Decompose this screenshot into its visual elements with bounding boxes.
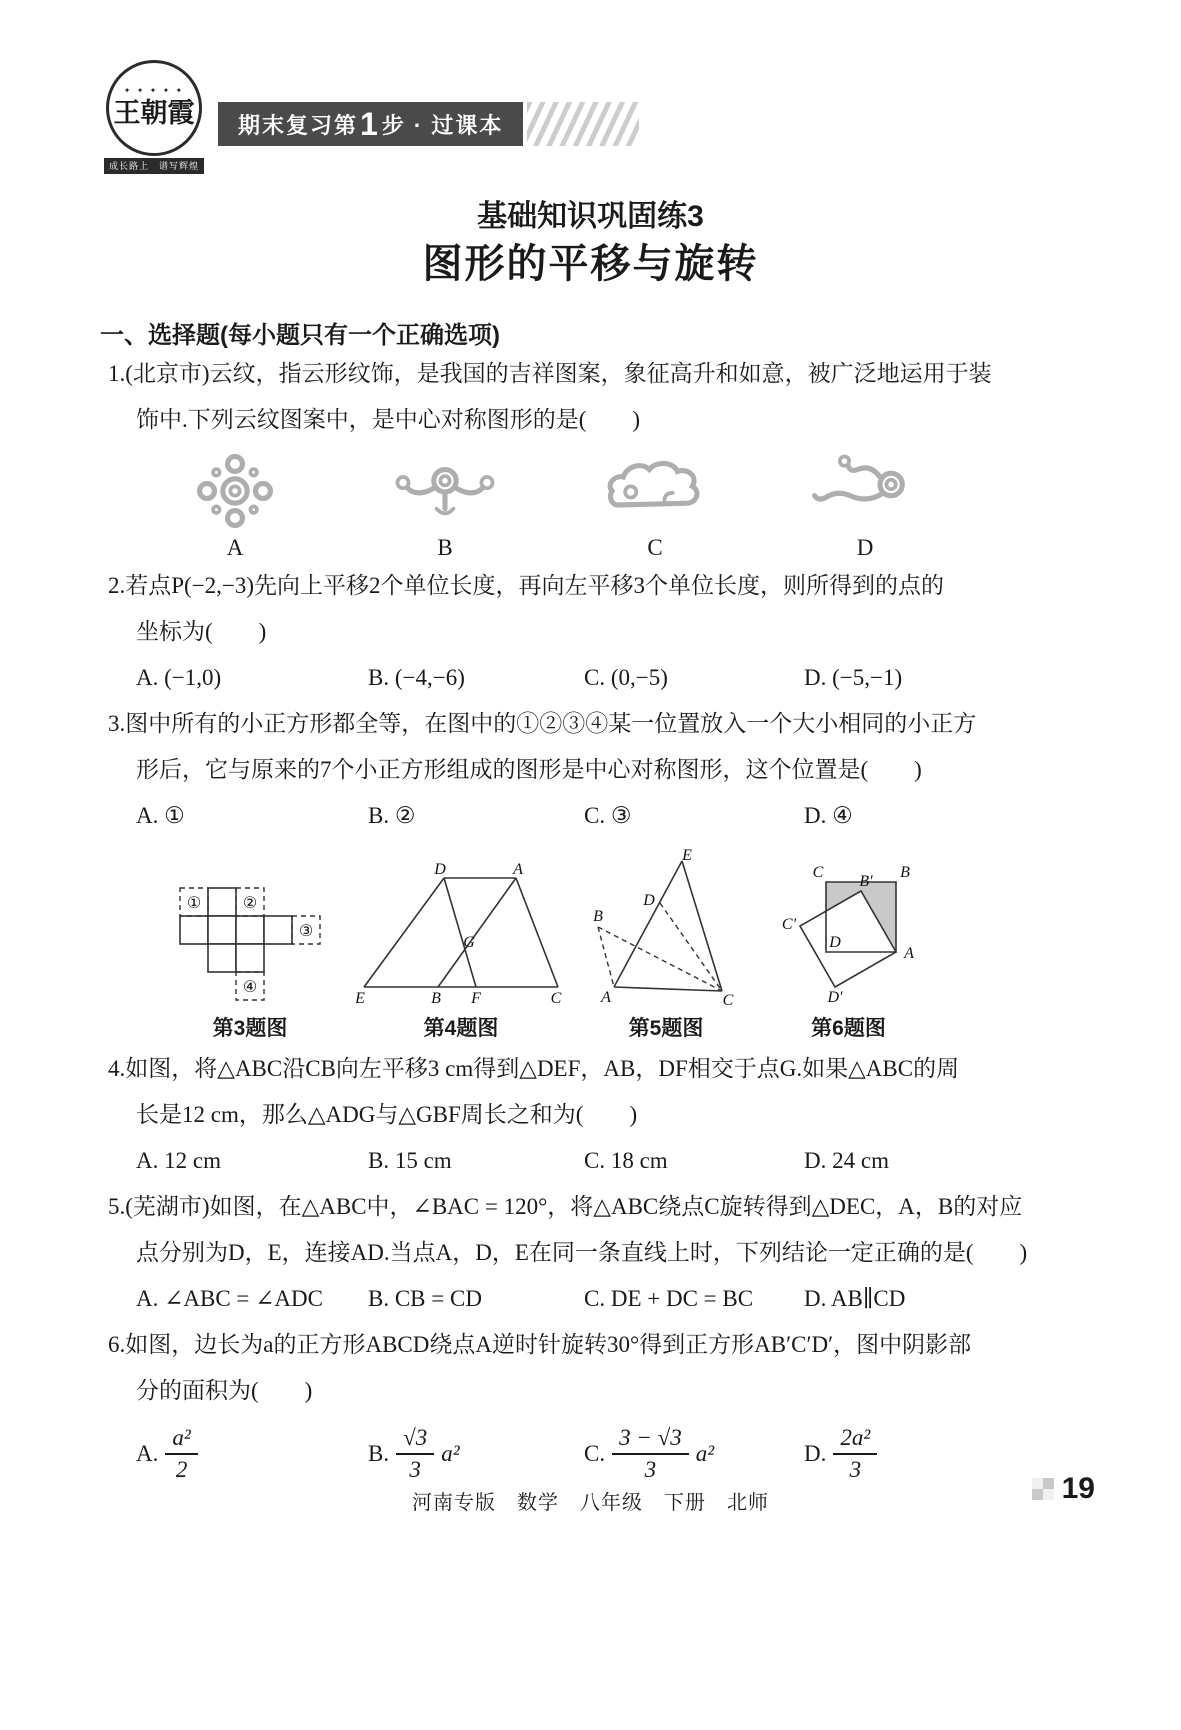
question-4 — [100, 1046, 1081, 1184]
question-1-figures — [130, 449, 1081, 563]
figure-q5-caption: 第5题图 — [628, 1017, 704, 1040]
cloud-label-c: C — [647, 535, 663, 560]
option-2a: A. (−1,0) — [136, 665, 222, 690]
option-6b — [368, 1418, 584, 1490]
option-4b: B. 15 cm — [368, 1148, 452, 1173]
page-header — [100, 62, 1081, 187]
question-4-line-2: 长是12 cm，那么△ADG与△GBF周长之和为( ) — [136, 1102, 638, 1127]
fig3-position-1: ① — [186, 895, 202, 912]
option-5a: A. ∠ABC = ∠ADC — [136, 1286, 323, 1311]
figure-q5 — [592, 849, 740, 1046]
logo-stars-icon: ✦ ✦ ✦ ✦ ✦ — [123, 86, 185, 95]
option-6d-fraction — [833, 1424, 877, 1484]
question-6-line-1: 6.如图，边长为a的正方形ABCD绕点A逆时针旋转30°得到正方形AB′C′D′，图中阴影部 — [108, 1332, 972, 1357]
option-5b: B. CB = CD — [368, 1286, 482, 1311]
figure-q6 — [766, 857, 931, 1046]
option-6a-fraction — [165, 1424, 197, 1484]
question-2-line-1: 2.若点P(−2,−3)先向上平移2个单位长度，再向左平移3个单位长度，则所得到的点的 — [108, 573, 945, 598]
option-4a: A. 12 cm — [136, 1148, 221, 1173]
figure-q3-drawing — [170, 885, 330, 1007]
section-heading: 一、选择题(每小题只有一个正确选项) — [100, 322, 500, 349]
cloud-option-a — [130, 449, 340, 563]
cloud-pattern-d-icon — [805, 449, 925, 533]
cloud-option-d — [760, 449, 970, 563]
question-3-options — [100, 793, 1081, 839]
question-5-options — [100, 1276, 1081, 1322]
fig4-point-f: F — [471, 990, 481, 1007]
figure-q3 — [170, 885, 330, 1046]
fig5-point-c: C — [722, 992, 734, 1007]
fig4-point-d: D — [434, 862, 446, 878]
cloud-option-c — [550, 449, 760, 563]
header-banner — [218, 102, 639, 146]
question-4-options — [100, 1138, 1081, 1184]
fig6-point-d: D — [829, 934, 841, 951]
brand-logo — [94, 60, 214, 174]
option-6b-fraction — [396, 1424, 434, 1484]
question-2-line-2: 坐标为( ) — [136, 619, 267, 644]
page-number-decoration — [1032, 1478, 1054, 1500]
option-3a: A. ① — [136, 803, 185, 828]
fig5-point-d: D — [643, 892, 655, 909]
fig5-point-e: E — [682, 849, 692, 864]
header-banner-text — [218, 102, 523, 146]
banner-text-right: 步 · 过课本 — [381, 112, 504, 138]
figure-q5-drawing — [592, 849, 740, 1007]
question-2 — [100, 563, 1081, 701]
question-2-options — [100, 655, 1081, 701]
banner-text-left: 期末复习第 — [238, 112, 359, 138]
figure-q6-caption: 第6题图 — [811, 1017, 886, 1040]
fig4-point-a: A — [513, 862, 523, 878]
option-6c — [584, 1418, 804, 1490]
fig6-point-b: B — [900, 864, 910, 881]
option-6c-label: C. — [584, 1441, 606, 1466]
option-2d: D. (−5,−1) — [804, 665, 903, 690]
cloud-label-b: B — [437, 535, 453, 560]
question-1-line-1: 1.(北京市)云纹，指云形纹饰，是我国的吉祥图案，象征高升和如意，被广泛地运用于装 — [108, 361, 992, 386]
fraction-numerator: 2a² — [833, 1424, 877, 1455]
brand-logo-badge — [106, 60, 202, 156]
option-3b: B. ② — [368, 803, 416, 828]
fig4-point-g: G — [463, 934, 475, 951]
option-3d: D. ④ — [804, 803, 853, 828]
question-4-line-1: 4.如图，将△ABC沿CB向左平移3 cm得到△DEF，AB，DF相交于点G.如果△ABC的周 — [108, 1056, 960, 1081]
figure-q6-drawing — [766, 857, 931, 1007]
banner-stripes-decoration — [527, 102, 639, 146]
option-6c-fraction — [612, 1424, 689, 1484]
fig5-point-b: B — [593, 908, 603, 925]
cloud-label-d: D — [856, 535, 874, 560]
banner-step-number: 1 — [360, 105, 380, 142]
fig6-point-c: C — [812, 864, 824, 881]
fig4-point-e: E — [356, 990, 365, 1007]
page-title: 图形的平移与旋转 — [422, 242, 759, 286]
question-5-line-1: 5.(芜湖市)如图，在△ABC中，∠BAC = 120°，将△ABC绕点C旋转得到△DEC，A，B的对应 — [108, 1194, 1023, 1219]
option-6a — [136, 1418, 368, 1490]
cloud-pattern-c-icon — [595, 449, 715, 533]
fig4-point-b: B — [431, 990, 441, 1007]
fraction-denominator: 3 — [409, 1457, 421, 1482]
question-5 — [100, 1184, 1081, 1322]
question-6-options — [100, 1418, 1081, 1490]
question-1 — [100, 351, 1081, 563]
brand-name: 王朝霞 — [113, 98, 195, 128]
figure-q3-caption: 第3题图 — [212, 1017, 288, 1040]
fig6-point-b-prime: B′ — [859, 873, 873, 890]
cloud-pattern-a-icon — [175, 449, 295, 533]
figure-strip — [170, 849, 1081, 1046]
cloud-pattern-b-icon — [385, 449, 505, 533]
fig6-point-c-prime: C′ — [781, 916, 797, 933]
figure-q4-caption: 第4题图 — [423, 1017, 499, 1040]
fraction-numerator: a² — [165, 1424, 197, 1455]
option-6b-label: B. — [368, 1441, 390, 1466]
figure-q4 — [356, 862, 566, 1046]
option-2b: B. (−4,−6) — [368, 665, 465, 690]
question-5-line-2: 点分别为D，E，连接AD.当点A，D，E在同一条直线上时，下列结论一定正确的是( ) — [136, 1240, 1028, 1265]
fraction-denominator: 2 — [175, 1457, 188, 1482]
question-6-line-2: 分的面积为( ) — [136, 1378, 313, 1403]
fraction-denominator: 3 — [644, 1457, 657, 1482]
question-6 — [100, 1322, 1081, 1490]
fig3-position-2: ② — [242, 895, 258, 912]
practice-subtitle: 基础知识巩固练3 — [477, 200, 704, 233]
option-6c-suffix: a² — [695, 1441, 715, 1466]
fraction-numerator: 3 − √3 — [612, 1424, 689, 1455]
fig3-position-4: ④ — [242, 979, 258, 996]
option-6a-label: A. — [136, 1441, 159, 1466]
question-3-line-1: 3.图中所有的小正方形都全等，在图中的①②③④某一位置放入一个大小相同的小正方 — [108, 711, 977, 736]
question-3 — [100, 701, 1081, 839]
option-2c: C. (0,−5) — [584, 665, 668, 690]
fig6-point-d-prime: D′ — [827, 989, 843, 1006]
cloud-label-a: A — [226, 535, 244, 560]
page-number-value: 19 — [1061, 1472, 1095, 1505]
option-5d: D. AB∥CD — [804, 1286, 906, 1311]
option-4c: C. 18 cm — [584, 1148, 668, 1173]
footer-edition-info: 河南专版 数学 八年级 下册 北师 — [412, 1492, 769, 1514]
option-6d-label: D. — [804, 1441, 827, 1466]
fig5-point-a: A — [601, 989, 611, 1006]
question-3-line-2: 形后，它与原来的7个小正方形组成的图形是中心对称图形，这个位置是( ) — [136, 757, 922, 782]
question-1-line-2: 饰中.下列云纹图案中，是中心对称图形的是( ) — [136, 407, 641, 432]
option-6b-suffix: a² — [441, 1441, 460, 1466]
cloud-option-b — [340, 449, 550, 563]
brand-slogan: 成长路上 谱写辉煌 — [104, 158, 204, 174]
fig6-point-a: A — [904, 945, 914, 962]
fig4-point-c: C — [550, 990, 562, 1007]
fraction-denominator: 3 — [849, 1457, 862, 1482]
page-number — [1032, 1472, 1095, 1506]
option-4d: D. 24 cm — [804, 1148, 889, 1173]
option-5c: C. DE + DC = BC — [584, 1286, 754, 1311]
figure-q4-drawing — [356, 862, 566, 1007]
fraction-numerator: √3 — [396, 1424, 434, 1455]
option-3c: C. ③ — [584, 803, 632, 828]
fig3-position-3: ③ — [298, 923, 314, 940]
